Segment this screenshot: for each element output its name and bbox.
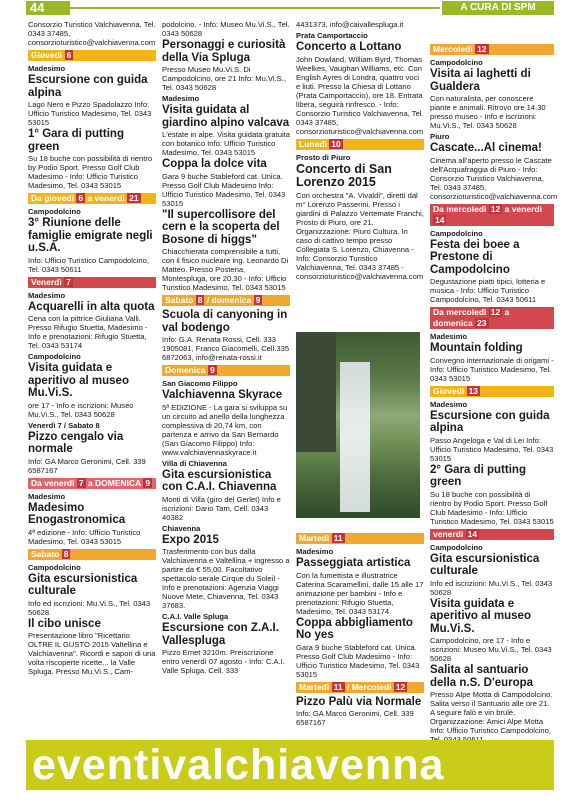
event-text: 5ª EDIZIONE - La gara si sviluppa su un circuito ad anello della lunghezza complessiva di 20,74 km, con partenza e arrivo da San Bernardo (San Giacomo Filippo) Info: www.valchiavennaskyrace.it bbox=[162, 402, 288, 457]
page-number: 44 bbox=[26, 1, 70, 15]
event-text: Cena con la pittrice Giuliana Valli. Presso Rifugio Stuetta, Madesimo - Info e prenotazioni: Rifugio Stuetta, Tel. 0343 53174 bbox=[28, 314, 148, 350]
event-title: Salita al santuario della n.S. D'europa bbox=[430, 664, 534, 689]
event-title: Pizzo Palù via Normale bbox=[296, 695, 422, 708]
date-bar: Sabato 8 bbox=[28, 549, 156, 560]
event-text: Info: GA Marco Geronimi, Cell. 339 6587167 bbox=[296, 709, 414, 727]
event-location: San Giacomo Filippo bbox=[162, 379, 238, 388]
event-text: Chiacchierata comprensibile a tutti, con il fisico nucleare ing. Leonardo Di Matteo. Presso Posteria, Montespluga, ore 20.30 - Info: Ufficio Turistico Madesimo, Tel. 0343 53015 bbox=[162, 247, 289, 292]
event-text: L'estate in alpe. Visita guidata gratuita con botanico Info: Ufficio Turistico Madesimo, Tel. 0343 53015 bbox=[162, 130, 290, 157]
event-text: Info ed iscrizioni: Mu.Vi.S., Tel. 0343 50628 bbox=[430, 578, 553, 597]
event-text: Pizzo Emet 3210m. Preiscrizione entro venerdì 07 agosto - Info: C.A.I. Valle Spluga, Cell. 333 bbox=[162, 648, 285, 675]
event-location: C.A.I. Valle Spluga bbox=[162, 612, 229, 621]
footer-banner bbox=[26, 740, 554, 790]
event-title: Madesimo Enogastronomica bbox=[28, 501, 126, 526]
event-location: Chiavenna bbox=[162, 523, 201, 533]
event-title: Acquarelli in alta quota bbox=[28, 300, 155, 313]
event-title: 3° Riunione delle famiglie emigrate negli u.S.A. bbox=[28, 217, 153, 254]
event-title: Mountain folding bbox=[430, 342, 523, 354]
event-title: Escursione con Z.A.I. Vallespluga bbox=[162, 622, 279, 647]
banner-text: eventivalchiavenna bbox=[32, 741, 445, 789]
event-title: Escursione con guida alpina bbox=[28, 74, 148, 99]
event-title: Pizzo cengalo via normale bbox=[28, 430, 124, 455]
date-bar: Da giovedì 6 a venerdì 21 bbox=[28, 193, 156, 204]
date-bar: venerdì 14 bbox=[430, 529, 554, 540]
column-4 bbox=[430, 20, 558, 744]
date-bar: Giovedì 6 bbox=[28, 50, 156, 61]
event-location: Campodolcino bbox=[430, 58, 483, 67]
event-title: Valchiavenna Skyrace bbox=[162, 389, 283, 401]
event-text: 4ª edizione - Info: Ufficio Turistico Madesimo, Tel. 0343 53015 bbox=[28, 527, 141, 546]
event-location: Campodolcino bbox=[28, 207, 81, 216]
event-title: Coppa la dolce vita bbox=[162, 158, 267, 170]
event-text: Info: Ufficio Turistico Campodolcino, Tel. 0343 50611 bbox=[28, 255, 149, 274]
event-text: Trasferimento con bus dalla Valchiavenna e Valtellina + ingresso a partire da € 55,00. Facoltativo spettacolo serale Cirque du Soleil - Info e prenotazioni: Agenzia Viaggi Nuove Mete, Chiavenna, Tel. 0343 37683. bbox=[162, 547, 290, 610]
waterfall-photo bbox=[296, 332, 420, 518]
event-location: Campodolcino bbox=[28, 562, 81, 572]
event-text: Su 18 buche con possibilità di rientro by Podio Sport. Presso Golf Club Madesimo - Info: Ufficio Turistico Madesimo, Tel. 0343 53015 bbox=[430, 489, 554, 526]
rock-shape bbox=[296, 332, 336, 452]
intro-text: Consorzio Turistico Valchiavenna, Tel. 0343 37485, consorzioturistico@valchiavenna.com bbox=[28, 20, 156, 47]
event-title: Scuola di canyoning in val bodengo bbox=[162, 309, 288, 334]
waterfall-shape bbox=[340, 362, 370, 512]
event-title: Escursione con guida alpina bbox=[430, 409, 550, 434]
event-title: Visita guidata e aperitivo al museo Mu.Vi.S. bbox=[28, 362, 129, 399]
event-location: Madesimo bbox=[28, 64, 66, 73]
event-title: Expo 2015 bbox=[162, 533, 219, 546]
event-location: Campodolcino bbox=[430, 228, 483, 238]
event-title: Concerto a Lottano bbox=[296, 41, 402, 53]
event-text: Con orchestra "A. Vivaldi", diretti dal m° Lorenzo Passerini. Presso i giardini di Palazzo Vertemate Franchi, Prosto di Piuro, ore 21. Organizzazione: Piuro Cultura. In caso di cattivo tempo presso Collegiata S. Lorenzo, Chiavenna - Info: Consorzio Turistico Valchiavenna, Tel. 0343 37485 - consorzioturistico@valchiavenna.com bbox=[296, 190, 424, 281]
event-text: Su 18 buche con possibilità di rientro by Podio Sport. Presso Golf Club Madesimo - Info: Ufficio Turistico Madesimo, Tel. 0343 53015 bbox=[28, 154, 153, 190]
header-rule bbox=[70, 7, 440, 9]
event-text: Convegno internazionale di origami - Info: Ufficio Turistico Madesimo, Tel. 0343 53015 bbox=[430, 355, 554, 383]
date-bar: Da venerdì 7 a DOMENICA 9 bbox=[28, 478, 156, 489]
event-text: Info: GA Marco Geronimi, Cell. 339 6587167 bbox=[28, 456, 146, 475]
event-title: Visita guidata e aperitivo al museo Mu.Vi.S. bbox=[430, 597, 531, 635]
section-label: A CURA DI SPM bbox=[442, 1, 554, 15]
event-text: Gara 9 buche Stableford cat. Unica. Presso Golf Club Madesimo Info: Ufficio Turistico Madesimo, Tel. 0343 53015 bbox=[162, 171, 286, 208]
event-title: Visita ai laghetti di Gualdera bbox=[430, 68, 531, 93]
event-text: Degustazione piatti tipici, lotteria e musica - Info: Ufficio Turistico Campodolcino, Tel. 0343 50611 bbox=[430, 277, 546, 304]
event-text: Cinema all'aperto presso le Cascate dell'Acquafraggia di Piuro - Info: Consorzio Turistico Valchiavenna, Tel. 0343 37485, consorzioturistico@valchiavenna.com bbox=[430, 155, 558, 201]
event-title: "Il supercollisore del cern e la scoperta del Bosone di higgs" bbox=[162, 208, 280, 246]
event-title: Concerto di San Lorenzo 2015 bbox=[296, 161, 392, 189]
event-title: 1° Gara di putting green bbox=[28, 128, 124, 153]
event-title: Gita escursionistica con C.A.I. Chiavenna bbox=[162, 468, 277, 493]
page-header bbox=[0, 0, 580, 16]
date-bar: Mercoledì 12 bbox=[430, 44, 554, 55]
column-3-lower bbox=[296, 530, 424, 727]
event-location: Prosto di Piuro bbox=[296, 152, 351, 162]
date-bar: Domenica 9 bbox=[162, 365, 290, 376]
event-location: Madesimo bbox=[430, 332, 468, 341]
date-bar: Martedì 11 bbox=[296, 533, 424, 544]
event-text: John Dowland, William Byrd, Thomas Weelkes, Vaughan Williams, etc. Con English Ayres di Londra, quattro voci e liuti. Presso la Chiesa di Lottano (Prata Camportaccio), ore 18. Entrata libera, seguirà rinfresco. - Info: Consorzio Turistico Valchiavenna, Tel. 0343 37485, consorzioturistico@valchiavenna.com bbox=[296, 54, 424, 136]
event-location: Madesimo bbox=[28, 290, 66, 300]
event-text: Campodolcino, ore 17 - Info e iscrizioni: Museo Mu.Vi.S., Tel. 0343 50628 bbox=[430, 636, 552, 663]
event-location: Piuro bbox=[430, 132, 450, 141]
event-title: 2° Gara di putting green bbox=[430, 463, 526, 488]
event-text: Gara 9 buche Stableford cat. Unica. Presso Golf Club Madesimo - Info: Ufficio Turistico Madesimo, Tel. 0343 53015 bbox=[296, 642, 420, 679]
column-2 bbox=[162, 20, 290, 675]
event-location: Madesimo bbox=[430, 399, 468, 409]
event-title: Personaggi e curiosità della Via Spluga bbox=[162, 39, 286, 64]
event-text: Presso Museo Mu.Vi.S. Di Campodolcino, ore 21 Info: Mu.Vi.S., Tel. 0343 50628 bbox=[162, 65, 286, 92]
event-location: Madesimo bbox=[28, 491, 66, 501]
date-bar: Martedì 11 / Mercoledì 12 bbox=[296, 682, 424, 693]
date-bar: Da mercoledì 12 a venerdì 14 bbox=[430, 204, 554, 226]
intro-text: 4431373, info@caivallespluga.it bbox=[296, 20, 404, 29]
date-bar: Giovedì 13 bbox=[430, 386, 554, 397]
date-bar: Venerdì 7 bbox=[28, 277, 156, 288]
event-text: Presentazione libro "Ricettario OLTRE IL GUSTO 2015 Valtellina e Valchiavenna". Ricordi e sapori di una volta riscoperte ricette... la Valle Spluga. Presso Mu.Vi.S., Cam- bbox=[28, 631, 156, 676]
event-text: Con naturalista, per conoscere piante e animali. Ritrovo ore 14.30 presso museo - Info e iscrizioni: Mu.Vi.S., Tel. 0343 50628 bbox=[430, 94, 546, 130]
event-title: Passeggiata artistica bbox=[296, 557, 411, 569]
date-bar: Lunedì 10 bbox=[296, 139, 424, 150]
event-location: Campodolcino bbox=[430, 542, 483, 552]
event-title: Visita guidata al giardino alpino valcava bbox=[162, 104, 290, 129]
event-location: Venerdì 7 / Sabato 8 bbox=[28, 420, 100, 430]
event-title: Il cibo unisce bbox=[28, 617, 101, 630]
intro-text: podolcino. - Info: Museo Mu.Vi.S., Tel. 0343 50628 bbox=[162, 20, 290, 38]
event-location: Madesimo bbox=[296, 547, 334, 556]
event-title: Gita escursionistica culturale bbox=[28, 572, 138, 597]
event-location: Prata Camportaccio bbox=[296, 31, 368, 40]
event-text: ore 17 - Info e iscrizioni: Museo Mu.Vi.S., Tel. 0343 50628 bbox=[28, 400, 134, 419]
event-text: Passo Angeloga e Val di Lei Info: Ufficio Turistico Madesimo, Tel. 0343 53015 bbox=[430, 435, 554, 463]
event-location: Villa di Chiavenna bbox=[162, 458, 227, 468]
event-title: Festa dei boee a Prestone di Campodolcino bbox=[430, 238, 520, 276]
event-title: Cascate...Al cinema! bbox=[430, 142, 542, 154]
date-bar: Sabato 8 / domenica 9 bbox=[162, 295, 290, 306]
event-text: Info ed iscrizioni: Mu.Vi.S., Tel. 0343 50628 bbox=[28, 598, 151, 617]
column-3 bbox=[296, 20, 424, 281]
event-location: Madesimo bbox=[162, 94, 200, 103]
event-title: Gita escursionistica culturale bbox=[430, 552, 540, 577]
date-bar: Da mercoledì 12 a domenica 23 bbox=[430, 307, 554, 329]
event-title: Coppa abbigliamento No yes bbox=[296, 616, 413, 641]
event-location: Campodolcino bbox=[28, 352, 81, 361]
event-text: Presso Alpe Motta di Campodolcino. Salita verso il Santuario alle ore 21. A seguire falò e vin brulè. Organizzazione: Amici Alpe Motta Info: Ufficio Turistico Campodolcino, bbox=[430, 690, 553, 735]
event-text: Monti di Villa (giro del Gerlet) Info e iscrizioni: Dario Tam, Cell. 0343 40382 bbox=[162, 494, 281, 522]
column-1 bbox=[28, 20, 156, 676]
event-text: Lago Nero e Pizzo Spadolazzo Info: Ufficio Turistico Madesimo, Tel. 0343 53015 bbox=[28, 100, 152, 127]
event-text: Con la fumettista e illustratrice Caterina Scaramellini, dalle 15 alle 17 animazione per bambini - Info e prenotazioni: Rifugio Stuetta, Madesimo, Tel. 0343 53174. bbox=[296, 570, 424, 616]
event-text: Info: G.A. Renata Rossi, Cell. 333 1905081, Franco Giacomelli, Cell.335 6872063, info@renata-rossi.it bbox=[162, 335, 290, 362]
